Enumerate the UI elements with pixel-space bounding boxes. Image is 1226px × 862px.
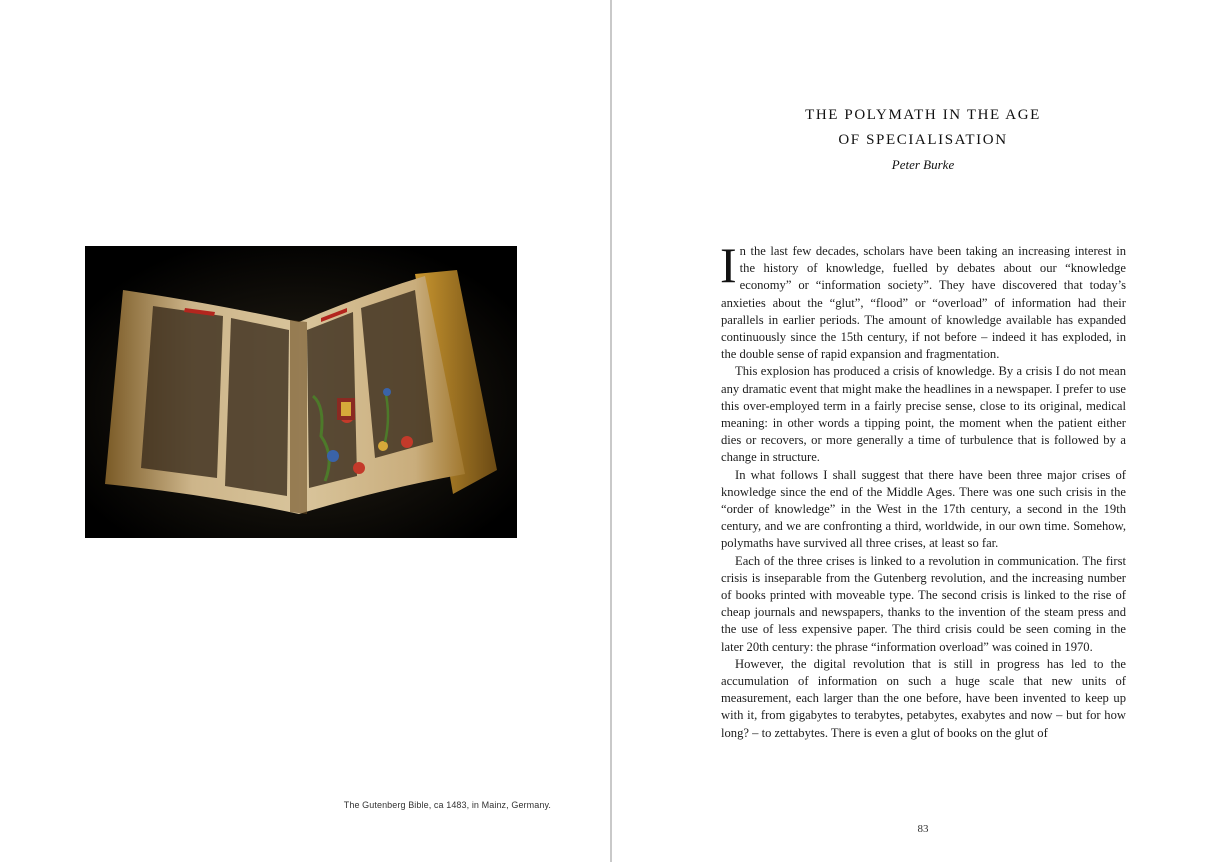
page-number: 83: [917, 823, 929, 835]
photo-caption: The Gutenberg Bible, ca 1483, in Mainz, Germany.: [343, 800, 551, 810]
paragraph-text: n the last few decades, scholars have been taking an increasing interest in the history of knowledge, fuelled by debates about our “knowledge economy” or “information society”. They have discovered that today’s anxieties about the “glut”, “flood” or “overload” of information had their parallels in earlier periods. The amount of knowledge available has expanded continuously since the 15th century, if not before – indeed it has exploded, in the double sense of rapid expansion and fragmentation.: [721, 244, 1126, 362]
article-title-line-1: THE POLYMATH IN THE AGE: [805, 107, 1041, 123]
article-title-line-2: OF SPECIALISATION: [838, 132, 1008, 148]
article-author: Peter Burke: [891, 157, 955, 172]
paragraph: However, the digital revolution that is still in progress has led to the accumulation of information on such a huge scale that new units of measurement, each larger than the one before, have been invented to keep up with it, from gigabytes to terabytes, petabytes, exabytes and now – but for how long? – to zettabytes. There is even a glut of books on the glut of: [721, 656, 1126, 740]
right-page: [613, 0, 1226, 862]
left-page: [0, 0, 611, 862]
paragraph: Each of the three crises is linked to a revolution in communication. The first crisis is inseparable from the Gutenberg revolution, and the increasing number of books printed with moveable type. The second crisis is linked to the rise of cheap journals and newspapers, thanks to the invention of the steam press and the use of less expensive paper. The third crisis could be seen coming in the later 20th century: the phrase “information overload” was coined in 1970.: [721, 553, 1126, 654]
article-body: [720, 237, 1126, 742]
page-gutter: [610, 0, 612, 862]
gutenberg-bible-photo: [85, 246, 517, 538]
paragraph: [720, 237, 1126, 363]
drop-cap: I: [720, 237, 737, 293]
paragraph: This explosion has produced a crisis of knowledge. By a crisis I do not mean any dramatic event that might make the headlines in a newspaper. I prefer to use this over-employed term in a fairly precise sense, close to its original, medical meaning: in other words a tipping point, the moment when the patient either dies or recovers, or more generally a time of turbulence that is followed by a change in structure.: [721, 364, 1126, 465]
article-title: [723, 103, 1123, 153]
paragraph: In what follows I shall suggest that there have been three major crises of knowledge since the end of the Middle Ages. There was one such crisis in the “order of knowledge” in the West in the 17th century, a second in the 19th century, and we are confronting a third, worldwide, in our own time. Somehow, polymaths have survived all three crises, at least so far.: [721, 467, 1126, 551]
open-book-illustration: [85, 246, 517, 538]
